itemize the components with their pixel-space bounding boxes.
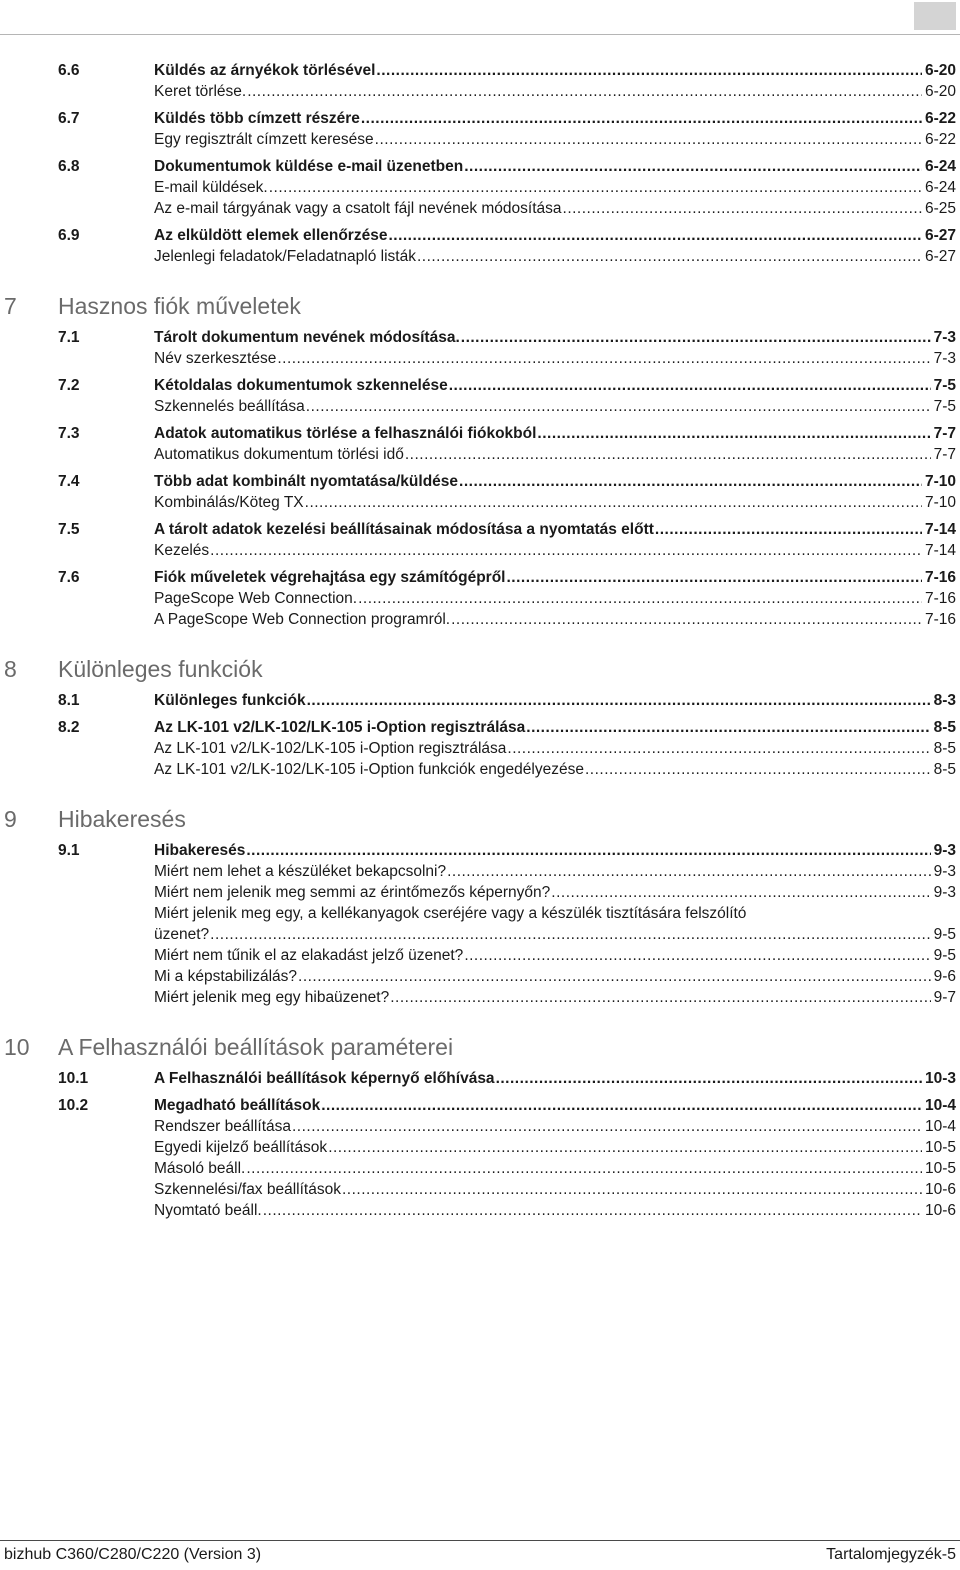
entry-title: Egy regisztrált címzett keresése — [154, 131, 374, 148]
dot-leader — [210, 540, 922, 561]
toc-entry[interactable] — [154, 861, 956, 882]
top-rule — [0, 34, 960, 35]
section-number: 6.8 — [58, 158, 80, 175]
page-number: 8-5 — [933, 719, 956, 736]
chapter — [0, 291, 960, 630]
section-number: 7.4 — [58, 473, 80, 490]
toc-entry[interactable] — [154, 588, 956, 609]
dot-leader — [388, 225, 922, 246]
entry-title: Több adat kombinált nyomtatása/küldése — [154, 473, 459, 490]
page-number: 6-27 — [924, 227, 956, 244]
chapter-heading[interactable] — [0, 804, 960, 836]
dot-leader — [246, 840, 930, 861]
toc-section-heading[interactable] — [58, 156, 956, 177]
chapter — [0, 654, 960, 780]
page-number: 7-3 — [933, 329, 956, 346]
page-number: 9-3 — [933, 884, 956, 901]
page-number: 7-7 — [933, 425, 956, 442]
toc-entry[interactable] — [154, 945, 956, 966]
entry-title: Küldés több címzett részére — [154, 110, 360, 127]
entry-title: Nyomtató beáll. — [154, 1202, 262, 1219]
entry-title: Tárolt dokumentum nevének módosítása. — [154, 329, 460, 346]
entry-title: Másoló beáll. — [154, 1160, 246, 1177]
toc-entry[interactable] — [154, 1200, 956, 1221]
dot-leader — [269, 177, 922, 198]
entry-title: Kezelés — [154, 542, 210, 559]
dot-leader — [563, 198, 922, 219]
page-number: 7-14 — [924, 521, 956, 538]
entry-title: Mi a képstabilizálás? — [154, 968, 298, 985]
dot-leader — [305, 492, 922, 513]
page-tab-marker — [914, 2, 956, 30]
dot-leader — [342, 1179, 922, 1200]
toc-section-heading[interactable] — [58, 519, 956, 540]
toc-entry[interactable] — [154, 1137, 956, 1158]
toc-section — [0, 423, 960, 465]
dot-leader — [447, 861, 931, 882]
section-number: 6.7 — [58, 110, 80, 127]
entry-title: Miért jelenik meg egy, a kellékanyagok cseréjére vagy a készülék tisztítására felszólító — [154, 905, 747, 922]
page-number: 9-3 — [933, 863, 956, 880]
chapter-heading[interactable] — [0, 1032, 960, 1064]
toc-section — [0, 690, 960, 711]
page-number: 7-3 — [933, 350, 956, 367]
entry-title: Kombinálás/Köteg TX — [154, 494, 304, 511]
table-of-contents — [0, 60, 960, 1227]
toc-section-heading[interactable] — [58, 108, 956, 129]
dot-leader — [537, 423, 930, 444]
page-number: 10-5 — [924, 1160, 956, 1177]
dot-leader — [585, 759, 931, 780]
toc-section-heading[interactable] — [58, 225, 956, 246]
page-number: 9-7 — [933, 989, 956, 1006]
entry-title: A tárolt adatok kezelési beállításainak módosítása a nyomtatás előtt — [154, 521, 654, 538]
footer-product: bizhub C360/C280/C220 (Version 3) — [4, 1546, 262, 1563]
toc-section — [0, 471, 960, 513]
entry-title: Miért nem jelenik meg semmi az érintőmezős képernyőn? — [154, 884, 551, 901]
chapter-number: 8 — [4, 656, 17, 682]
dot-leader — [551, 882, 930, 903]
page-number: 6-27 — [924, 248, 956, 265]
toc-section — [0, 375, 960, 417]
dot-leader — [298, 966, 931, 987]
toc-section — [0, 327, 960, 369]
page-number: 7-10 — [924, 494, 956, 511]
page-number: 6-22 — [924, 131, 956, 148]
page-number: 7-16 — [924, 569, 956, 586]
toc-section-heading[interactable] — [58, 471, 956, 492]
entry-title: E-mail küldések. — [154, 179, 268, 196]
entry-title: Megadható beállítások — [154, 1097, 321, 1114]
toc-entry[interactable] — [154, 882, 956, 903]
toc-section — [0, 108, 960, 150]
entry-title: Szkennelési/fax beállítások — [154, 1181, 341, 1198]
entry-title: Automatikus dokumentum törlési idő — [154, 446, 404, 463]
toc-section-heading[interactable] — [58, 1095, 956, 1116]
page-number: 6-25 — [924, 200, 956, 217]
dot-leader — [526, 717, 930, 738]
toc-entry[interactable] — [154, 198, 956, 219]
dot-leader — [506, 567, 922, 588]
page-number: 8-5 — [933, 740, 956, 757]
toc-section-heading[interactable] — [58, 60, 956, 81]
dot-leader — [496, 1068, 922, 1089]
chapter-number: 10 — [4, 1034, 30, 1060]
page-number: 9-5 — [933, 926, 956, 943]
entry-title: Keret törlése. — [154, 83, 247, 100]
page-number: 7-16 — [924, 611, 956, 628]
chapter-title: Hasznos fiók műveletek — [58, 293, 301, 319]
toc-entry[interactable] — [154, 738, 956, 759]
entry-title: Jelenlegi feladatok/Feladatnapló listák — [154, 248, 416, 265]
toc-section-heading[interactable] — [58, 567, 956, 588]
section-number: 6.9 — [58, 227, 80, 244]
entry-title: Egyedi kijelző beállítások — [154, 1139, 328, 1156]
page-number: 9-3 — [933, 842, 956, 859]
section-number: 7.3 — [58, 425, 80, 442]
entry-title: Az LK-101 v2/LK-102/LK-105 i-Option regisztrálása — [154, 740, 507, 757]
entry-title: A Felhasználói beállítások képernyő előhívása — [154, 1070, 495, 1087]
toc-entry[interactable] — [154, 1116, 956, 1137]
toc-entry[interactable] — [154, 1158, 956, 1179]
page-number: 6-20 — [924, 62, 956, 79]
section-number: 7.5 — [58, 521, 80, 538]
dot-leader — [417, 246, 922, 267]
page-number: 6-24 — [924, 158, 956, 175]
dot-leader — [263, 1200, 922, 1221]
toc-entry[interactable] — [154, 129, 956, 150]
entry-title: üzenet? — [154, 926, 210, 943]
dot-leader — [321, 1095, 922, 1116]
section-number: 7.6 — [58, 569, 80, 586]
toc-section — [0, 840, 960, 1008]
toc-entry[interactable] — [154, 396, 956, 417]
dot-leader — [376, 60, 922, 81]
entry-title: PageScope Web Connection. — [154, 590, 358, 607]
entry-title: Adatok automatikus törlése a felhasználói fiókokból — [154, 425, 537, 442]
entry-title: Az LK-101 v2/LK-102/LK-105 i-Option regisztrálása — [154, 719, 526, 736]
dot-leader — [292, 1116, 922, 1137]
footer-page-label: Tartalomjegyzék-5 — [826, 1546, 956, 1563]
page-number: 7-10 — [924, 473, 956, 490]
chapter-title: Különleges funkciók — [58, 656, 263, 682]
chapter — [0, 804, 960, 1008]
chapter-heading[interactable] — [0, 291, 960, 323]
page-number: 8-5 — [933, 761, 956, 778]
toc-entry[interactable] — [154, 609, 956, 630]
chapter-title: A Felhasználói beállítások paraméterei — [58, 1034, 454, 1060]
page-number: 7-7 — [933, 446, 956, 463]
toc-section — [0, 519, 960, 561]
section-number: 6.6 — [58, 62, 80, 79]
page-number: 10-6 — [924, 1202, 956, 1219]
page-number: 8-3 — [933, 692, 956, 709]
page-number: 10-3 — [924, 1070, 956, 1087]
dot-leader — [210, 924, 930, 945]
dot-leader — [464, 156, 922, 177]
page-number: 10-4 — [924, 1097, 956, 1114]
chapter-title: Hibakeresés — [58, 806, 186, 832]
toc-entry[interactable] — [154, 246, 956, 267]
entry-title: Az elküldött elemek ellenőrzése — [154, 227, 388, 244]
dot-leader — [246, 1158, 922, 1179]
section-number: 10.1 — [58, 1070, 89, 1087]
toc-section-heading[interactable] — [58, 423, 956, 444]
page-number: 6-22 — [924, 110, 956, 127]
dot-leader — [405, 444, 931, 465]
dot-leader — [375, 129, 922, 150]
chapter-heading[interactable] — [0, 654, 960, 686]
entry-title: Dokumentumok küldése e-mail üzenetben — [154, 158, 464, 175]
chapter-number: 9 — [4, 806, 17, 832]
toc-entry[interactable] — [154, 924, 956, 945]
dot-leader — [655, 519, 922, 540]
toc-section-heading[interactable] — [58, 375, 956, 396]
dot-leader — [390, 987, 930, 1008]
toc-entry[interactable] — [154, 540, 956, 561]
entry-title: Fiók műveletek végrehajtása egy számítógépről — [154, 569, 506, 586]
dot-leader — [461, 327, 931, 348]
toc-entry[interactable] — [154, 81, 956, 102]
toc-entry[interactable] — [154, 1179, 956, 1200]
dot-leader — [328, 1137, 922, 1158]
entry-title: Az e-mail tárgyának vagy a csatolt fájl nevének módosítása — [154, 200, 562, 217]
page-number: 10-5 — [924, 1139, 956, 1156]
toc-section — [0, 1095, 960, 1221]
page-number: 7-5 — [933, 398, 956, 415]
entry-title: Kétoldalas dokumentumok szkennelése — [154, 377, 448, 394]
entry-title: Az LK-101 v2/LK-102/LK-105 i-Option funkciók engedélyezése — [154, 761, 584, 778]
page-number: 7-16 — [924, 590, 956, 607]
dot-leader — [306, 396, 931, 417]
entry-title: A PageScope Web Connection programról. — [154, 611, 451, 628]
chapter — [0, 1032, 960, 1221]
toc-entry[interactable] — [154, 444, 956, 465]
entry-title: Rendszer beállítása — [154, 1118, 291, 1135]
toc-entry[interactable] — [154, 987, 956, 1008]
toc-section — [0, 156, 960, 219]
toc-section — [0, 567, 960, 630]
entry-title: Különleges funkciók — [154, 692, 306, 709]
section-number: 9.1 — [58, 842, 80, 859]
chapter-number: 7 — [4, 293, 17, 319]
dot-leader — [358, 588, 922, 609]
dot-leader — [277, 348, 930, 369]
section-number: 7.1 — [58, 329, 80, 346]
section-number: 7.2 — [58, 377, 80, 394]
dot-leader — [247, 81, 922, 102]
toc-entry[interactable] — [154, 492, 956, 513]
toc-section — [0, 717, 960, 780]
dot-leader — [361, 108, 922, 129]
toc-section-heading[interactable] — [58, 690, 956, 711]
toc-section-heading[interactable] — [58, 717, 956, 738]
page-number: 6-24 — [924, 179, 956, 196]
toc-section — [0, 60, 960, 102]
page-number: 7-14 — [924, 542, 956, 559]
toc-entry[interactable] — [154, 759, 956, 780]
entry-title: Hibakeresés — [154, 842, 246, 859]
page-number: 9-5 — [933, 947, 956, 964]
dot-leader — [507, 738, 930, 759]
toc-section — [0, 225, 960, 267]
toc-section-heading[interactable] — [58, 1068, 956, 1089]
page-number: 10-4 — [924, 1118, 956, 1135]
dot-leader — [464, 945, 930, 966]
entry-title: Küldés az árnyékok törlésével — [154, 62, 376, 79]
footer-rule — [0, 1540, 960, 1541]
dot-leader — [459, 471, 922, 492]
entry-title: Szkennelés beállítása — [154, 398, 305, 415]
section-number: 8.2 — [58, 719, 80, 736]
toc-entry[interactable] — [154, 348, 956, 369]
toc-entry[interactable] — [154, 903, 956, 924]
dot-leader — [449, 375, 931, 396]
page-number: 9-6 — [933, 968, 956, 985]
toc-section-heading[interactable] — [58, 840, 956, 861]
page-number: 10-6 — [924, 1181, 956, 1198]
toc-entry[interactable] — [154, 177, 956, 198]
entry-title: Miért nem lehet a készüléket bekapcsolni? — [154, 863, 447, 880]
entry-title: Miért jelenik meg egy hibaüzenet? — [154, 989, 390, 1006]
section-number: 10.2 — [58, 1097, 89, 1114]
entry-title: Név szerkesztése — [154, 350, 277, 367]
page-number: 6-20 — [924, 83, 956, 100]
toc-section-heading[interactable] — [58, 327, 956, 348]
page-number: 7-5 — [933, 377, 956, 394]
toc-section — [0, 1068, 960, 1089]
dot-leader — [307, 690, 931, 711]
entry-title: Miért nem tűnik el az elakadást jelző üzenet? — [154, 947, 464, 964]
toc-entry[interactable] — [154, 966, 956, 987]
section-number: 8.1 — [58, 692, 80, 709]
dot-leader — [451, 609, 922, 630]
